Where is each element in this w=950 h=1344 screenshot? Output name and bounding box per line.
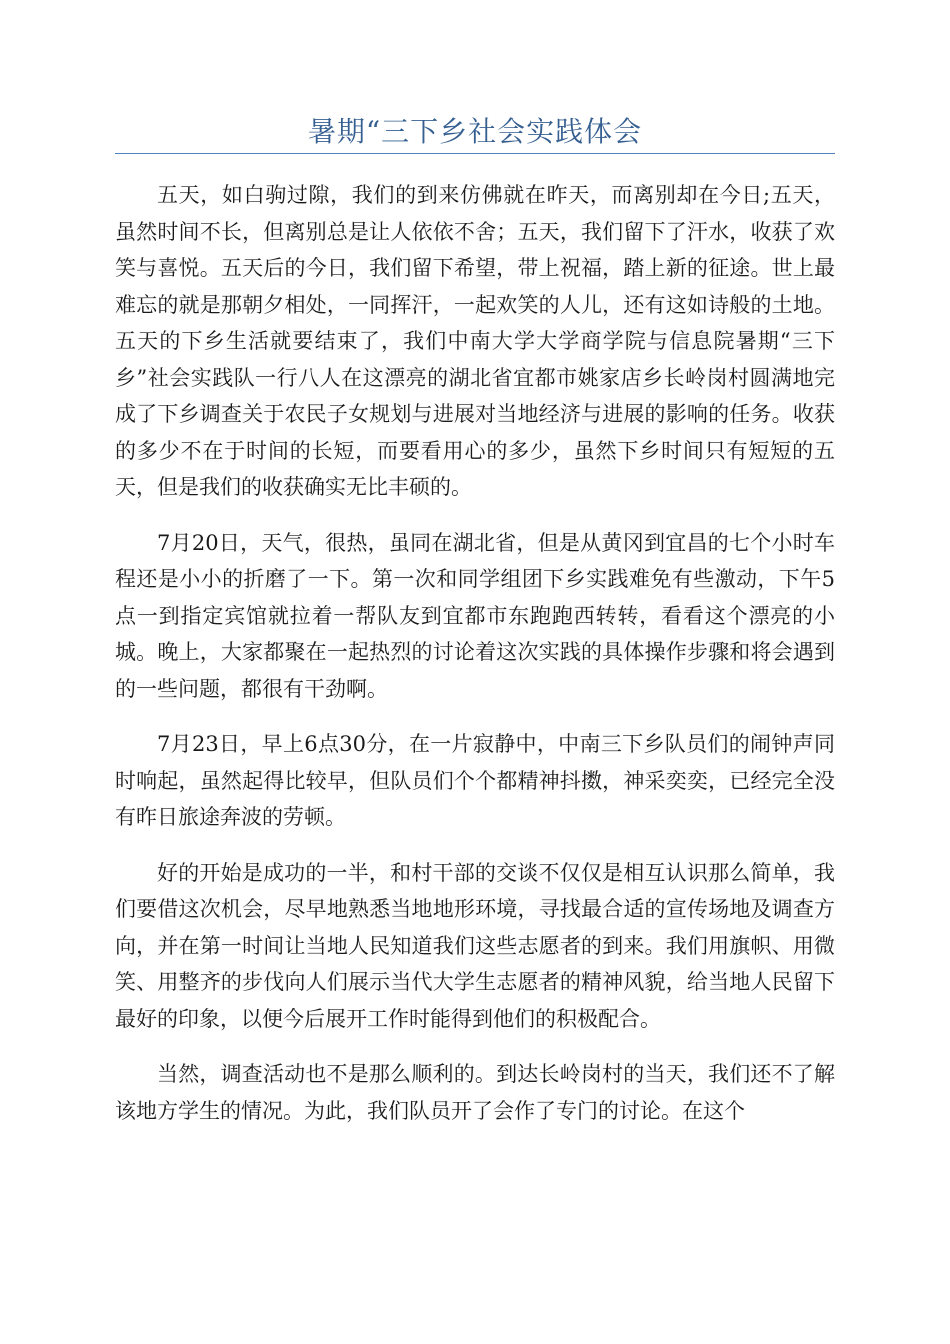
document-body bbox=[115, 177, 835, 1148]
paragraph: 当然，调查活动也不是那么顺利的。到达长岭岗村的当天，我们还不了解该地方学生的情况。为此，我们队员开了会作了专门的讨论。在这个 bbox=[115, 1062, 835, 1123]
paragraph: 7月23日，早上6点30分，在一片寂静中，中南三下乡队员们的闹钟声同时响起，虽然起得比较早，但队员们个个都精神抖擞，神采奕奕，已经完全没有昨日旅途奔波的劳顿。 bbox=[115, 732, 835, 829]
paragraph: 好的开始是成功的一半，和村干部的交谈不仅仅是相互认识那么简单，我们要借这次机会，尽早地熟悉当地地形环境，寻找最合适的宣传场地及调查方向，并在第一时间让当地人民知道我们这些志愿者的到来。我们用旗帜、用微笑、用整齐的步伐向人们展示当代大学生志愿者的精神风貌，给当地人民留下最好的印象，以便今后展开工作时能得到他们的积极配合。 bbox=[115, 860, 835, 1031]
title-underline bbox=[115, 153, 835, 154]
paragraph: 7月20日，天气，很热，虽同在湖北省，但是从黄冈到宜昌的七个小时车程还是小小的折磨了一下。第一次和同学组团下乡实践难免有些激动，下午5点一到指定宾馆就拉着一帮队友到宜都市东跑跑西转转，看看这个漂亮的小城。晚上，大家都聚在一起热烈的讨论着这次实践的具体操作步骤和将会遇到的一些问题，都很有干劲啊。 bbox=[115, 530, 835, 701]
document-title: 暑期“三下乡社会实践体会 bbox=[307, 115, 643, 148]
paragraph: 五天，如白驹过隙，我们的到来仿佛就在昨天，而离别却在今日;五天，虽然时间不长，但离别总是让人依依不舍；五天，我们留下了汗水，收获了欢笑与喜悦。五天后的今日，我们留下希望，带上祝福，踏上新的征途。世上最难忘的就是那朝夕相处，一同挥汗，一起欢笑的人儿，还有这如诗般的土地。五天的下乡生活就要结束了，我们中南大学大学商学院与信息院暑期“三下乡”社会实践队一行八人在这漂亮的湖北省宜都市姚家店乡长岭岗村圆满地完成了下乡调查关于农民子女规划与进展对当地经济与进展的影响的任务。收获的多少不在于时间的长短，而要看用心的多少，虽然下乡时间只有短短的五天，但是我们的收获确实无比丰硕的。 bbox=[115, 183, 835, 499]
